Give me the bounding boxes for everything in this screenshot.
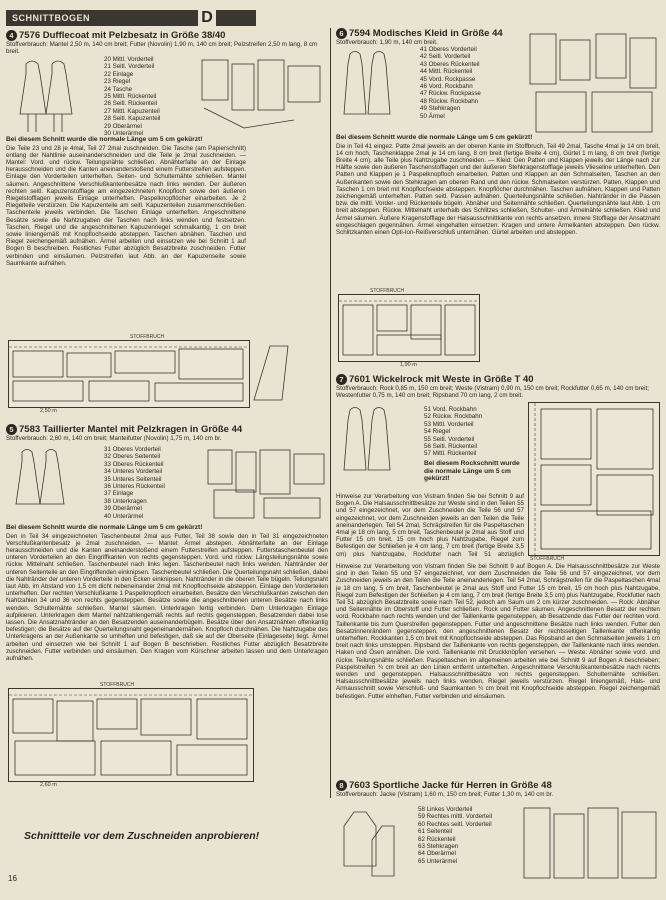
dress-figure-illustration: [338, 48, 398, 132]
coat-figure-illustration: [8, 446, 70, 520]
fur-trim-sketch: [250, 340, 328, 408]
section-title: 7576 Dufflecoat mit Pelzbesatz in Größe 38/40: [19, 30, 226, 41]
instructions: Die in Teil 41 eingez. Patte 2mal jeweils an der oberen Kante im Stoffbruch, Teil 49 2mal, Tasche 4mal je 14 cm breit, 14 cm hoch, Taschenklappe 2mal je 14 cm lang, 8 cm breit (fertige Breite 4 cm), Gürtel 1 m lang, 8 cm breit (fertige Breite 4 cm), alle Teile plus Nahtzugabe zuschneiden. — Kleid: Den Patten und Klappen jeweils der Länge nach zur Hälfte sowie den äußeren Taschenstofflagen und der äußeren Stehkragenstofflage jeweils Vlieseline unterheften. Den Patten und Klappen je 1 Paspelknopfloch einarbeiten. Patten und Klappen an den Schmalseiten, Taschen an den Außenkanten sowie den Stehkragen am oberen Rand und den rückw. Schmalseiten verstürzen. Patten, Klappen und Taschen 1 cm breit mit Knopflochseide absteppen. Knopflöcher durchnähen. Taschen aufnähen, Klappen und Patten zeichengemäß unterheften. Patten seitl. Passen aufnähen. Querteilungsnähte schließen. Nahtränder in die Passen bzw. die mittl. Vorder- und Rückenteile bügeln. Abnäher und Seitennähte schließen. Querteilungsnähte laut Abb. 1 cm breit absteppen. Rückw. Mittelnaht unterhalb des Schlitzes schließen, Schulter- und Ärmelnähte schließen. Kleid und Ärmel säumen. Äußere Kragenstofflage der Halsausschnittkante von rechts ansetzen, innere Stofflage der Ansatznaht eingeschlagen gegennähen. Ärmel eingehalten einsetzen. Kragen und untere Ärmelkanten absteppen. Den rückw. Schlitzkanten einen Opti-Ion-Reißverschluß unternähen. Gürtel arbeiten und absteppen.: [336, 142, 660, 237]
piece-list-8: 58 Linkes Vorderteil 59 Rechtes mittl. Vorderteil 60 Rechtes seitl. Vorderteil 61 Seitenteil 62 Rückenteil 63 Stehkragen 64 Oberärmel 65 Unterärmel: [418, 806, 492, 865]
sheet-letter: D: [198, 9, 216, 27]
skirt-figure-illustration: [338, 404, 398, 486]
section-6: [336, 28, 526, 46]
instructions: Hinweise zur Verarbeitung von Vistram finden Sie bei Schnitt 9 auf Bogen A. Die Halsausschnittbesätze zur Weste sind in den Teilen 55 und 57 eingezeichnet, vor dem Zuschneiden die Teile 56 und 57 eingezeichnet, vor dem Zuschneiden jeweils an den Teilen die Teile aneinanderlegen. Teil 54 2mal, Schrägstreifen für die Paspeltaschen 4mal je 18 cm lang, 5 cm breit, Taschenbeutel je 2mal aus Stoff und Futter 15 cm breit, 15 cm hoch plus Nahtzugabe, Riegel zum Befestigen der Schließen je 4 cm lang, 7 cm breit (fertige Breite 3,5 cm) plus Nahtzugabe, Rockfutter nach Teil 51 abzüglich: [336, 493, 524, 557]
section-7-body-b: [336, 562, 660, 773]
section-5-body: [6, 524, 328, 683]
fabric-width-label: 2,60 m: [40, 782, 57, 788]
section-title: 7594 Modisches Kleid in Größe 44: [349, 28, 503, 39]
instructions: Den in Teil 34 eingezeichneten Taschenbeutel 2mal aus Futter, Teil 38 sowie den in Teil 31 eingezeichneten Verschlußkantenbesatz je 2mal zuschneiden. — Mantel: Ärmel abstepen. Abnähterfalte an der Einlage herausschneiden und die Kanten aneinanderstoßend einem Futterstreifen aufsteppen. Futterstaschenbeutel den unteren Vorderteilen an den Eingriffkanten von rechts gegensteppen. Vord. und rückw. Längsteilungsnähte sowie rückw. Mittelnaht schließen. Taschenbeutel nach links legen. Taschenbeutel nach links wenden. Nahtränder der unteren Seitenteile an den Eingriffenden einknipsen. Taschenbeutel schließen. Die Querteilungsnaht schließen, dabei die Nahtränder der unteren Vorderteile in den Ecken einknipsen. Nahtränder in die oberen Teile bügeln. Teilungsnaht laut Abb. im Abstand von 1,5 cm dicht nebeneinander 2mal mit Knopflochseide absteppen. Einlage den Vorderteilen unterheften. Der rechten Verschlußkante 1 Paspelknopfloch einarbeiten. Besätze den Verschlußkanten zwischen den Nahtzahlen 34 und 36 von rechts gegensteppen. Besätze sowie die angeschnittenen unteren Besätze nach links wenden. Schulternähte schließen. Mantel säumen. Unterkragen fertig verbinden. Dem Unterkragen Einlage aufpikieren. Unterkragen dem Mantel nahtzahlengemäß rechts auf rechts gegensteppen, Besatzenden dabei lose lassen. Die Ansatznahtränder an den Besatzenden auseinanderbügeln. Besätze über den Ansatznähten offenkantig befestigen; die Besätze auf der Querteilungsnaht gegeneinandernähen. Knopfloch durchnähen. Die Nahtzugabe des Unterkragens an der Außenkante so umheften und befestigen, daß sie auf der Oberseite (Einlageseite) liegt. Ärmel arbeiten und einsetzen wie bei Schnitt 1 auf Bogen B beschrieben. Restliches Futter abzüglich Besatzbreite zuschneiden. Futter verbinden und einsäumen. Den Kragen vom Kürschner arbeiten lassen und dem Unterkragen aufnähen.: [6, 532, 328, 663]
fabric-width-label: 2,50 m: [40, 408, 57, 414]
materials: Stoffverbrauch: Rock 0,85 m, 150 cm breit; Weste (Vistram) 0,90 m, 150 cm breit; Rockfutter 0,65 m, 140 cm breit; Westenfutter 0,75 m, 140 cm breit; Ripsband 70 cm lang, 2 cm breit.: [336, 385, 649, 400]
length-note: Bei diesem Schnitt wurde die normale Länge um 5 cm gekürzt!: [336, 134, 533, 141]
instructions-continued: Hinweise zur Verarbeitung von Vistram finden Sie bei Schnitt 9 auf Bogen A. Die Halsausschnittbesätze zur Weste sind in den Teilen 55 und 57 eingezeichnet, vor dem Zuschneiden die Teile 56 und 57 eingezeichnet, vor dem Zuschneiden jeweils an den Teilen die Teile aneinanderlegen. Teil 54 2mal, Schrägstreifen für die Paspeltaschen 4mal je 18 cm lang, 5 cm breit, Taschenbeutel je 2mal aus Stoff und Futter 15 cm breit, 15 cm hoch plus Nahtzugabe, Riegel zum Befestigen der Schließen je 4 cm lang, 7 cm breit (fertige Breite 3,5 cm) plus Nahtzugabe, Rockfutter nach Teil 51 abzüglich Besatzbreite sowie nach Teil 52, jedoch am Saum um 2 cm kürzer zuschneiden. — Rock: Abnäher und Seitennähte im Oberstoff und Futter schließen. Rock und Futter säumen. Angeschnittenen Besatz der rechten vord. Rockbahn nach rechts wenden und der Taillenkante gegensteppen, ab Besatzende das Futter der rechten vord. Taillenkante bis zum Querstreifen gegensteppen. Futter und angeschnittene Besätze nach links wenden. Futter den Besatzinnenrändern gegensteppen, den angeschnittenen Besatz der rechtsseitigen Taillenkante offenkantig unterheften. Rockkanten 1,5 cm breit mit Knopflochseide absteppen. Das Ripsband an den Schmalseiten jeweils 1 cm breit nach links umsteppen. Ripsband der Taillenkante von rechts gegensteppen, der Taillenkante nach links wenden. Haken und Ösen annähen. Die vord. Taillenkante mit Druckknöpfen versehen. — Weste: Abnäher sowie vord. und rückw. Teilungsnähte schließen. Paspeltaschen im allgemeinen arbeiten wie bei Schnitt 9 auf Bogen A beschrieben; Paspelstreifen ¾ cm breit an den Linien entfernt unterheften. Angeschnittene Verschlußkantenbesätze nach rechts wenden und gegensteppen. Halsausschnittbesätze von rechts gegensteppen. Schulternähte schließen. Halsausschnittbesätze jeweils nach links wenden, Riegel jeweils verstürzen. Riegel Iiniengemäß, Hals- und Armausschnitt sowie Verschluß- und Saumkanten ¾ cm breit mit Knopflochseide absteppen. Riegel zeichengemäß befestigen. Futter einheften, Futter verbinden und einsäumen.: [336, 563, 660, 700]
coat-figure-illustration: [8, 56, 76, 136]
section-title: 7601 Wickelrock mit Weste in Größe T 40: [349, 374, 534, 385]
cutting-layout-6: [338, 294, 480, 362]
instructions: Die Teile 23 und 28 je 4mal, Teil 27 2mal zuschneiden. Die Tasche (am Papierschnitt) entlang der Nahtlinie auseinanderschneiden und die Teile je 2mal zuschneiden. — Mantel: Vord. und rückw. Teilungsnähte schließen. Abnähterfalte an der Einlage herausschneiden und die Kanten aneinanderstoßend einem Futterstreifen aufsteppen. Einlage den Vorderteilen unterheften. Seiten- und Schulternähte schließen. Mantel säumen. Angeschnittene Verschlußkantenbesätze nach links wenden. Der äußeren rechten seitl. Kapuzenstofflage am eingezeichneten Knopfloch sowie den äußeren Riegelstofflagen jeweils Einlage unterheften. Paspelknopflöcher einarbeiten. Je 2 Riegelteile verstürzen. Die Kapuzenteile am seitl. Kapuzenteilen zusammenschließen. Taschenteile jeweils verbinden. Die Taschen Einlage unterheften. Angeschnittene Besätze sowie die Nahtzugaben der Taschen nach links wenden und festsetzen. Taschen, Riegel und die angeschnittenen Kapuzenriegel schmalkantig, 1 cm breit sowie Iiniengemäß mit Knopflochseide absteppen. Taschen abnähen. Taschen und Riegel zeichengemäß aufnähen. Ärmel arbeiten und einsetzen wie bei Schnitt 1 auf Bogen B beschreiben. Restliches Futter abzüglich Besatzbreite zuschneiden. Futter verbinden und einsäumen. Pelzstreifen laut Abb. an der Kapuzenseite sowie Saumkante aufnähen.: [6, 144, 246, 267]
fabric-fold-label: STOFFBRUCH: [370, 288, 405, 294]
materials: Stoffverbrauch: 1,90 m, 140 cm breit.: [336, 39, 438, 46]
cutting-layout-5: [8, 688, 254, 782]
pattern-pieces-sketch-5: [204, 446, 328, 524]
piece-list-6: 41 Oberes Vorderteil 42 Seitl. Vorderteil 43 Oberes Rückenteil 44 Mittl. Rückenteil 45 Vord. Rockpasse 46 Vord. Rockbahn 47 Rückw. Rockpasse 48 Rückw. Rockbahn 49 Stehkragen 50 Ärmel: [420, 46, 481, 120]
materials: Stoffverbrauch: Jacke (Vistram) 1,60 m, 150 cm breit; Futter 1,30 m, 140 cm br.: [336, 791, 554, 798]
length-note: Bei diesem Rockschnitt wurde die normale Länge um 5 cm gekürzt!: [424, 460, 520, 483]
fabric-fold-label: STOFFBRUCH: [130, 334, 165, 340]
header-label: SCHNITTBOGEN: [12, 13, 90, 23]
section-number: 7: [336, 374, 347, 385]
header-bar-tail: [220, 10, 256, 26]
piece-list-5: 31 Oberes Vorderteil 32 Oberes Seitenteil 33 Oberes Rückenteil 34 Unteres Vorderteil 35 Unteres Seitenteil 36 Unteres Rückenteil 37 Einlage 38 Unterkragen 39 Oberärmel 40 Unterärmel: [104, 446, 165, 520]
section-4: [6, 30, 328, 55]
pattern-pieces-sketch-8: [520, 804, 660, 894]
section-number: 8: [336, 780, 347, 791]
cutting-layout-7: [528, 402, 660, 556]
jacket-figure-illustration: [338, 806, 398, 882]
section-8: [336, 780, 660, 798]
footer-note: Schnittteile vor dem Zuschneiden anprobieren!: [24, 830, 260, 842]
materials: Stoffverbrauch: 2,60 m, 140 cm breit; Manteifutter (Novolin) 1,75 m, 140 cm br.: [6, 435, 222, 442]
section-title: 7583 Taillierter Mantel mit Pelzkragen in Größe 44: [19, 424, 243, 435]
section-5: [6, 424, 328, 442]
pattern-pieces-sketch-4: [198, 56, 326, 136]
section-7-note: [424, 460, 524, 483]
pattern-pieces-sketch-6: [526, 30, 660, 140]
fabric-fold-label: STOFFBRUCH: [530, 556, 565, 562]
length-note: Bei diesem Schnitt wurde die normale Länge um 5 cm gekürzt!: [6, 136, 203, 143]
cutting-layout-4: [8, 340, 250, 408]
column-divider: [330, 28, 331, 798]
section-number: 4: [6, 30, 17, 41]
section-7: [336, 374, 660, 399]
section-7-body-a: [336, 492, 524, 557]
page-number: 16: [8, 874, 17, 883]
fabric-width-label: 1,90 m: [400, 362, 417, 368]
materials: Stoffverbrauch: Mantel 2,50 m, 140 cm breit; Futter (Novolin) 1,90 m, 140 cm breit; Pelzstreifen 2,50 m lang, 8 cm breit.: [6, 41, 318, 56]
section-number: 5: [6, 424, 17, 435]
length-note: Bei diesem Schnitt wurde die normale Länge um 5 cm gekürzt!: [6, 524, 203, 531]
section-title: 7603 Sportliche Jacke für Herren in Größe 48: [349, 780, 552, 791]
section-number: 6: [336, 28, 347, 39]
fabric-fold-label: STOFFBRUCH: [100, 682, 135, 688]
piece-list-4: 20 Mittl. Vorderteil 21 Seitl. Vorderteil 22 Einlage 23 Riegel 24 Tasche 25 Mittl. Rückenteil 26 Seitl. Rückenteil 27 Mittl. Kapuzenteil 28 Seitl. Kapuzenteil 29 Oberärmel 30 Unterärmel: [104, 56, 161, 138]
piece-list-7: 51 Vord. Rockbahn 52 Rückw. Rockbahn 53 Mittl. Vorderteil 54 Riegel 55 Seitl. Vorderteil 56 Seitl. Rückenteil 57 Mittl. Rückenteil: [424, 406, 483, 458]
